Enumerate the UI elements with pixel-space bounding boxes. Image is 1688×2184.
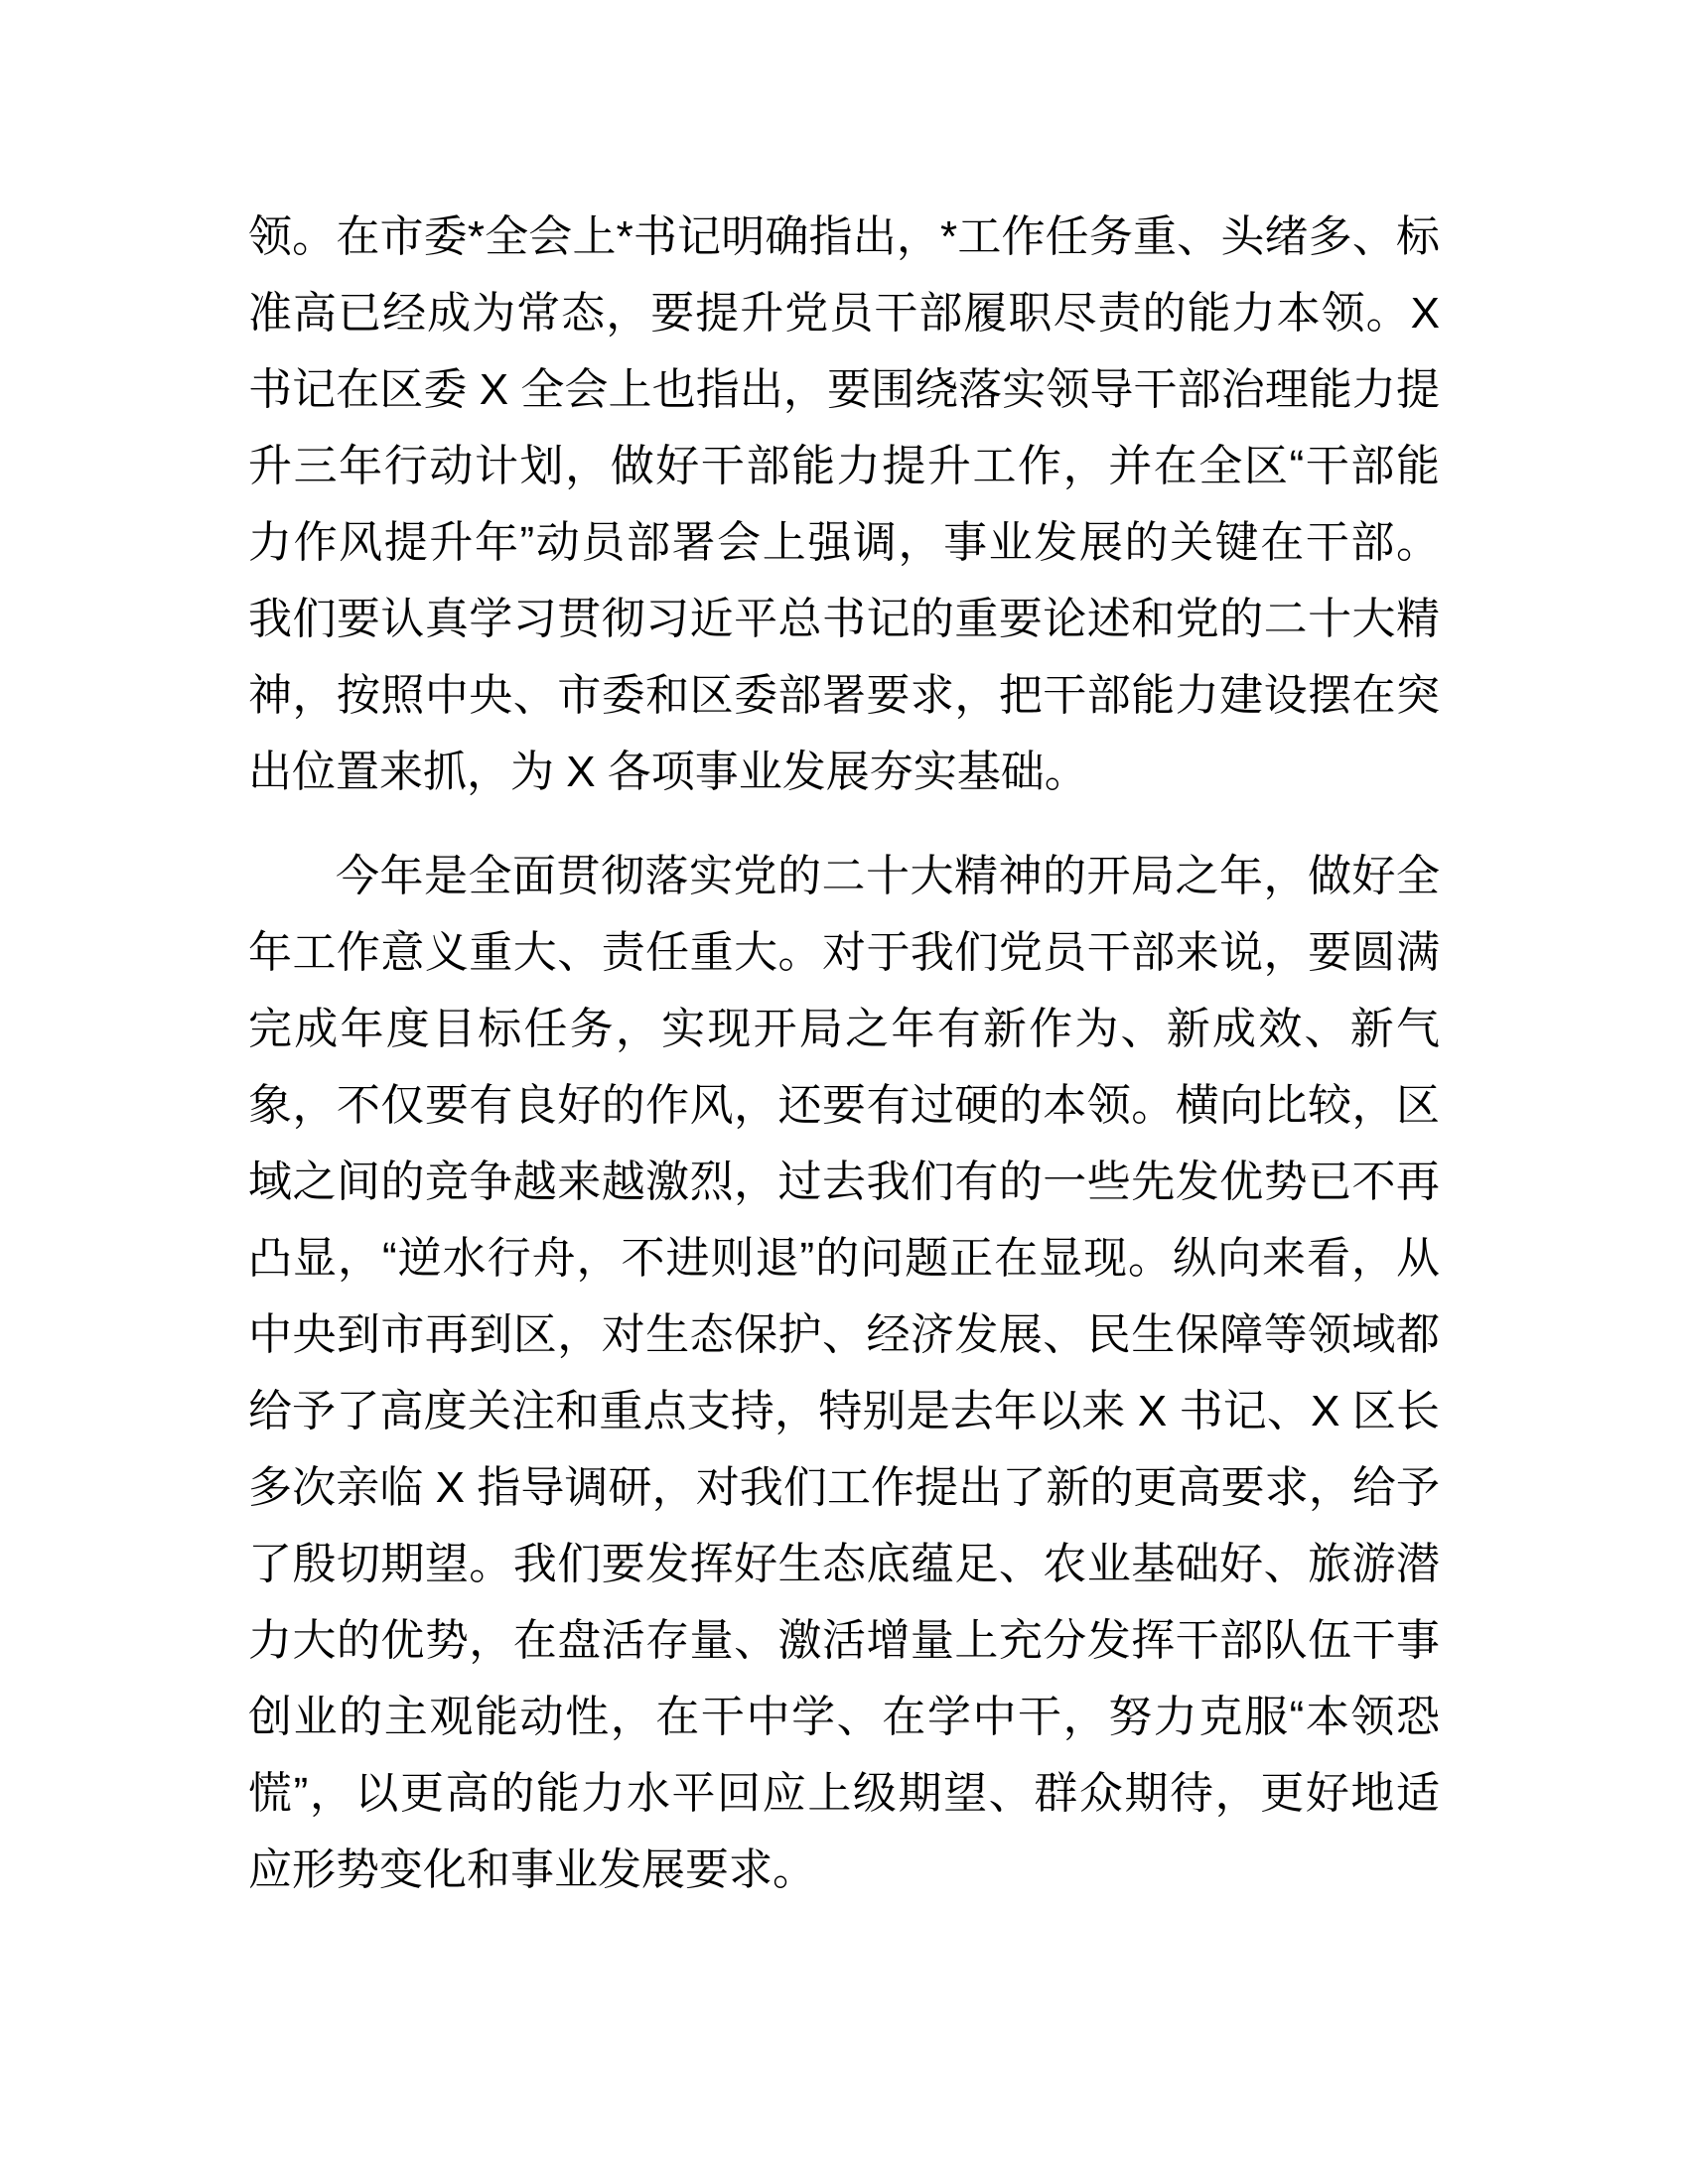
paragraph-continuation: 领。在市委*全会上*书记明确指出，*工作任务重、头绪多、标准高已经成为常态，要提升党员干部履职尽责的能力本领。X 书记在区委 X 全会上也指出，要围绕落实领导干部治理能力提升三年行动计划，做好干部能力提升工作，并在全区“干部能力作风提升年”动员部署会上强调，事业发展的关键在干部。我们要认真学习贯彻习近平总书记的重要论述和党的二十大精神，按照中央、市委和区委部署要求，把干部能力建设摆在突出位置来抓，为 X 各项事业发展夯实基础。	[248, 212, 1440, 796]
paragraph-second: 今年是全面贯彻落实党的二十大精神的开局之年，做好全年工作意义重大、责任重大。对于我们党员干部来说，要圆满完成年度目标任务，实现开局之年有新作为、新成效、新气象，不仅要有良好的作风，还要有过硬的本领。横向比较，区域之间的竞争越来越激烈，过去我们有的一些先发优势已不再凸显，“逆水行舟，不进则退”的问题正在显现。纵向来看，从中央到市再到区，对生态保护、经济发展、民生保障等领域都给予了高度关注和重点支持，特别是去年以来 X 书记、X 区长多次亲临 X 指导调研，对我们工作提出了新的更高要求，给予了殷切期望。我们要发挥好生态底蕴足、农业基础好、旅游潜力大的优势，在盘活存量、激活增量上充分发挥干部队伍干事创业的主观能动性，在干中学、在学中干，努力克服“本领恐慌”，以更高的能力水平回应上级期望、群众期待，更好地适应形势变化和事业发展要求。	[248, 852, 1440, 1894]
document-body	[248, 199, 1440, 1908]
